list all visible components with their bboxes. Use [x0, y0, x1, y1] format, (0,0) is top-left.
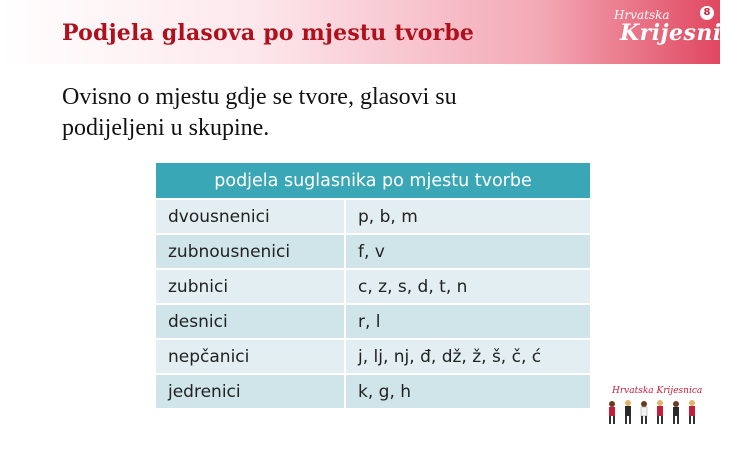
consonant-table — [156, 163, 590, 408]
brand-logo — [606, 6, 750, 56]
intro-text: Ovisno o mjestu gdje se tvore, glasovi su podijeljeni u skupine. — [62, 84, 457, 141]
table-row — [156, 373, 590, 408]
table-header-row — [156, 163, 590, 198]
brand-logo-badge: 8 — [700, 6, 714, 20]
table-cell-group: zubnici — [156, 268, 346, 303]
table-cell-group: desnici — [156, 303, 346, 338]
table-row — [156, 198, 590, 233]
table-cell-letters: k, g, h — [346, 373, 590, 408]
table-cell-letters: j, lj, nj, đ, dž, ž, š, č, ć — [346, 338, 590, 373]
footer-logo-text: Hrvatska Krijesnica — [612, 386, 703, 396]
table-cell-letters: r, l — [346, 303, 590, 338]
table-row — [156, 303, 590, 338]
table-row — [156, 233, 590, 268]
table-cell-group: nepčanici — [156, 338, 346, 373]
table-cell-letters: p, b, m — [346, 198, 590, 233]
table-cell-letters: f, v — [346, 233, 590, 268]
table-row — [156, 338, 590, 373]
brand-logo-line2: Krijesnica — [620, 20, 750, 46]
brand-logo-line1: Hrvatska — [614, 8, 670, 22]
table-cell-group: dvousnenici — [156, 198, 346, 233]
table-row — [156, 268, 590, 303]
page-title: Podjela glasova po mjestu tvorbe — [62, 20, 475, 46]
table-cell-group: zubnousnenici — [156, 233, 346, 268]
footer-logo — [604, 384, 708, 428]
table-cell-letters: c, z, s, d, t, n — [346, 268, 590, 303]
table-cell-group: jedrenici — [156, 373, 346, 408]
table-header: podjela suglasnika po mjestu tvorbe — [156, 163, 590, 198]
